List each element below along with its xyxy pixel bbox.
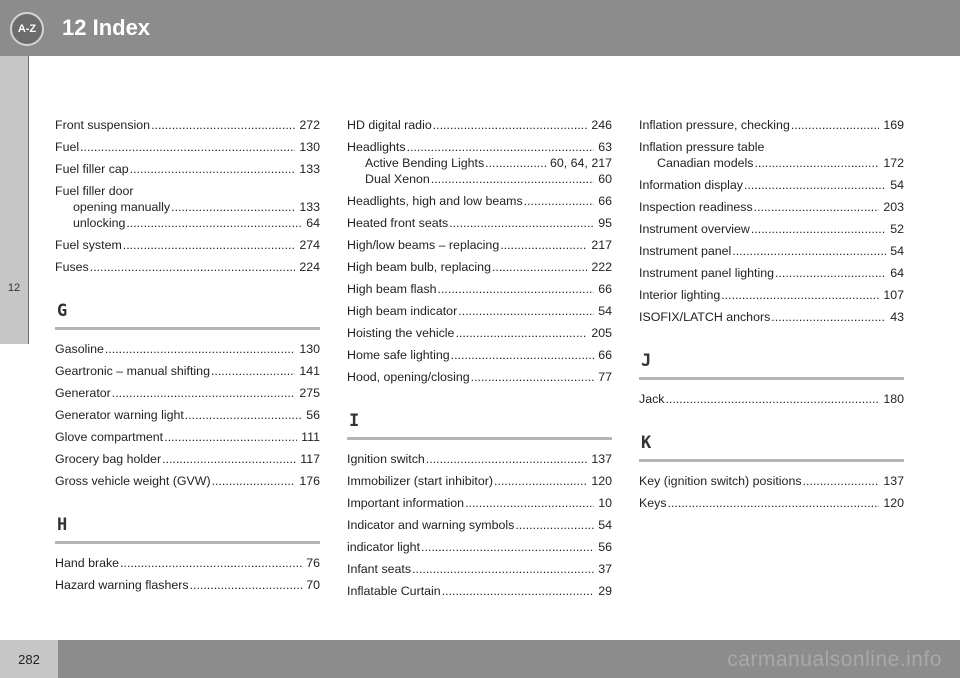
letter-section-heading	[639, 351, 904, 380]
section-rule	[55, 541, 320, 544]
index-entry[interactable]	[347, 562, 612, 577]
index-entry[interactable]	[639, 244, 904, 259]
index-entry[interactable]	[639, 156, 904, 171]
index-entry-page: 63	[598, 140, 612, 154]
index-entry-label: Heated front seats	[347, 216, 449, 230]
index-entry-page: 54	[598, 304, 612, 318]
index-entry-page: 66	[598, 282, 612, 296]
dot-leader	[211, 364, 295, 379]
index-entry-heading: Inflation pressure table	[639, 140, 765, 154]
dot-leader	[771, 310, 886, 325]
dot-leader	[751, 222, 886, 237]
index-entry-label: Gasoline	[55, 342, 104, 356]
index-entry[interactable]	[639, 266, 904, 281]
index-entry-page: 64	[890, 266, 904, 280]
section-rule	[347, 437, 612, 440]
section-letter: H	[57, 515, 68, 535]
letter-section-heading	[55, 515, 320, 544]
index-entry-label: Instrument overview	[639, 222, 750, 236]
letter-section-heading	[347, 411, 612, 440]
index-entry-label: unlocking	[73, 216, 126, 230]
index-entry[interactable]	[55, 216, 320, 231]
index-entry[interactable]	[55, 364, 320, 379]
index-entry-label: ISOFIX/LATCH anchors	[639, 310, 771, 324]
index-entry-label: Jack	[639, 392, 665, 406]
chapter-tab-label: 12	[7, 282, 21, 294]
index-entry-page: 54	[598, 518, 612, 532]
index-column-1	[55, 118, 320, 600]
index-entry-label: Key (ignition switch) positions	[639, 474, 802, 488]
dot-leader	[162, 452, 296, 467]
index-entry[interactable]	[347, 118, 612, 133]
index-entry-label: Dual Xenon	[365, 172, 430, 186]
index-entry-page: 64	[306, 216, 320, 230]
index-entry[interactable]	[347, 540, 612, 555]
index-entry-page: 66	[598, 194, 612, 208]
dot-leader	[164, 430, 297, 445]
dot-leader	[732, 244, 886, 259]
index-entry[interactable]	[639, 200, 904, 215]
index-entry[interactable]	[347, 348, 612, 363]
index-entry[interactable]	[55, 162, 320, 177]
index-entry[interactable]	[55, 238, 320, 253]
page-title: 12 Index	[62, 15, 151, 40]
index-entry-label: Glove compartment	[55, 430, 164, 444]
index-entry-page: 205	[591, 326, 612, 340]
index-entry-page: 137	[591, 452, 612, 466]
index-column-3	[639, 118, 904, 518]
index-entry-label: Instrument panel	[639, 244, 732, 258]
dot-leader	[492, 260, 587, 275]
index-entry-page: 274	[299, 238, 320, 252]
index-entry[interactable]	[347, 474, 612, 489]
index-entry-label: Inflatable Curtain	[347, 584, 441, 598]
index-entry-label: Inflation pressure, checking	[639, 118, 790, 132]
dot-leader	[171, 200, 295, 215]
dot-leader	[515, 518, 594, 533]
index-entry-page: 56	[306, 408, 320, 422]
index-entry-label: Keys	[639, 496, 667, 510]
page-number: 282	[0, 640, 58, 678]
section-letter: G	[57, 301, 68, 321]
section-letter: K	[641, 433, 652, 453]
index-entry[interactable]	[55, 408, 320, 423]
dot-leader	[90, 260, 296, 275]
index-entry[interactable]	[347, 194, 612, 209]
dot-leader	[433, 118, 588, 133]
dot-leader	[185, 408, 302, 423]
index-entry[interactable]	[55, 260, 320, 275]
index-entry[interactable]	[347, 172, 612, 187]
index-entry-heading: Fuel filler door	[55, 184, 134, 198]
index-entry-page: 130	[299, 342, 320, 356]
index-entry-page: 217	[591, 238, 612, 252]
dot-leader	[485, 156, 546, 171]
dot-leader	[668, 496, 880, 511]
index-entry-label: Fuses	[55, 260, 89, 274]
section-rule	[639, 459, 904, 462]
dot-leader	[123, 238, 296, 253]
dot-leader	[190, 578, 303, 593]
dot-leader	[120, 556, 302, 571]
index-entry-label: Geartronic – manual shifting	[55, 364, 210, 378]
dot-leader	[465, 496, 594, 511]
index-entry-label: Fuel system	[55, 238, 122, 252]
index-entry[interactable]	[55, 342, 320, 357]
index-entry-label: Important information	[347, 496, 465, 510]
index-entry-page: 95	[598, 216, 612, 230]
index-entry-page: 169	[883, 118, 904, 132]
page-footer	[0, 640, 960, 678]
index-entry-page: 56	[598, 540, 612, 554]
dot-leader	[112, 386, 296, 401]
index-entry-page: 203	[883, 200, 904, 214]
index-entry[interactable]	[55, 200, 320, 215]
index-entry-page: 172	[883, 156, 904, 170]
index-entry-label: Headlights, high and low beams	[347, 194, 523, 208]
index-entry-page: 111	[301, 430, 320, 444]
index-entry[interactable]	[639, 288, 904, 303]
index-entry-label: Hand brake	[55, 556, 120, 570]
dot-leader	[455, 326, 587, 341]
index-entry[interactable]	[639, 392, 904, 407]
index-entry-page: 222	[591, 260, 612, 274]
letter-section-heading	[55, 301, 320, 330]
index-entry-page: 275	[299, 386, 320, 400]
index-entry[interactable]	[639, 222, 904, 237]
index-entry-label: Inspection readiness	[639, 200, 753, 214]
dot-leader	[130, 162, 296, 177]
index-entry-label: Fuel	[55, 140, 80, 154]
index-entry[interactable]	[347, 156, 612, 171]
index-entry[interactable]	[347, 584, 612, 599]
index-entry[interactable]	[55, 452, 320, 467]
index-entry[interactable]	[347, 326, 612, 341]
index-entry[interactable]	[347, 496, 612, 511]
index-entry-page: 10	[598, 496, 612, 510]
index-entry-label: Generator warning light	[55, 408, 184, 422]
index-entry[interactable]	[347, 370, 612, 385]
dot-leader	[449, 216, 594, 231]
index-entry-page: 130	[299, 140, 320, 154]
dot-leader	[754, 200, 880, 215]
dot-leader	[80, 140, 295, 155]
dot-leader	[438, 282, 595, 297]
index-entry[interactable]	[347, 260, 612, 275]
index-entry-label: opening manually	[73, 200, 171, 214]
index-entry-label: Front suspension	[55, 118, 151, 132]
dot-leader	[471, 370, 595, 385]
dot-leader	[524, 194, 595, 209]
index-entry[interactable]	[639, 118, 904, 133]
section-rule	[639, 377, 904, 380]
dot-leader	[665, 392, 879, 407]
index-entry-label: Interior lighting	[639, 288, 721, 302]
page-header	[0, 0, 960, 56]
index-entry[interactable]	[639, 178, 904, 193]
index-entry-label: Gross vehicle weight (GVW)	[55, 474, 211, 488]
index-entry[interactable]	[55, 578, 320, 593]
index-entry-label: Instrument panel lighting	[639, 266, 775, 280]
index-entry-page: 137	[883, 474, 904, 488]
index-entry[interactable]	[347, 452, 612, 467]
index-entry-label: Fuel filler cap	[55, 162, 129, 176]
watermark: carmanualsonline.info	[727, 648, 942, 671]
index-entry[interactable]	[347, 518, 612, 533]
dot-leader	[126, 216, 302, 231]
dot-leader	[803, 474, 880, 489]
index-entry-page: 66	[598, 348, 612, 362]
section-rule	[55, 327, 320, 330]
index-entry[interactable]	[347, 238, 612, 253]
index-entry-label: Home safe lighting	[347, 348, 450, 362]
index-entry-page: 120	[591, 474, 612, 488]
dot-leader	[791, 118, 879, 133]
section-letter: I	[349, 411, 360, 431]
index-entry[interactable]	[55, 118, 320, 133]
index-entry-label: Canadian models	[657, 156, 754, 170]
index-entry-page: 54	[890, 244, 904, 258]
a-z-badge-icon	[10, 12, 44, 46]
index-entry[interactable]	[55, 386, 320, 401]
index-entry-page: 117	[300, 452, 320, 466]
chapter-tab	[0, 56, 29, 344]
index-entry-page: 77	[598, 370, 612, 384]
dot-leader	[442, 584, 595, 599]
index-entry-page: 180	[883, 392, 904, 406]
index-entry-label: Hood, opening/closing	[347, 370, 470, 384]
index-entry[interactable]	[347, 304, 612, 319]
index-entry[interactable]	[55, 474, 320, 489]
dot-leader	[151, 118, 295, 133]
section-letter: J	[641, 351, 652, 371]
dot-leader	[775, 266, 886, 281]
index-entry[interactable]	[55, 430, 320, 445]
index-entry-page: 60, 64, 217	[549, 156, 612, 170]
index-entry-label: Ignition switch	[347, 452, 425, 466]
dot-leader	[721, 288, 879, 303]
index-entry-page: 76	[306, 556, 320, 570]
index-entry-label: High beam indicator	[347, 304, 458, 318]
dot-leader	[426, 452, 587, 467]
index-entry-label: Hoisting the vehicle	[347, 326, 455, 340]
index-entry-label: High beam flash	[347, 282, 437, 296]
dot-leader	[431, 172, 594, 187]
index-entry-label: Generator	[55, 386, 111, 400]
index-entry-page: 246	[591, 118, 612, 132]
index-entry-page: 107	[883, 288, 904, 302]
index-entry[interactable]	[347, 216, 612, 231]
dot-leader	[407, 140, 595, 155]
index-entry-label: Infant seats	[347, 562, 412, 576]
index-entry-page: 176	[299, 474, 320, 488]
index-entry-label: Headlights	[347, 140, 406, 154]
index-entry-label: Grocery bag holder	[55, 452, 162, 466]
index-entry-label: Indicator and warning symbols	[347, 518, 515, 532]
dot-leader	[105, 342, 295, 357]
dot-leader	[451, 348, 595, 363]
index-entry-page: 141	[299, 364, 320, 378]
index-entry-label: Immobilizer (start inhibitor)	[347, 474, 493, 488]
index-entry[interactable]	[639, 496, 904, 511]
index-entry-page: 133	[299, 162, 320, 176]
index-entry-label: Hazard warning flashers	[55, 578, 189, 592]
index-entry-page: 272	[299, 118, 320, 132]
index-entry-page: 52	[890, 222, 904, 236]
index-entry-label: HD digital radio	[347, 118, 432, 132]
index-entry[interactable]	[55, 556, 320, 571]
index-entry[interactable]	[639, 310, 904, 325]
index-entry[interactable]	[347, 282, 612, 297]
index-entry-page: 43	[890, 310, 904, 324]
index-entry-page: 224	[299, 260, 320, 274]
dot-leader	[744, 178, 886, 193]
index-entry-page: 60	[598, 172, 612, 186]
index-entry-page: 37	[598, 562, 612, 576]
dot-leader	[412, 562, 594, 577]
dot-leader	[421, 540, 594, 555]
dot-leader	[494, 474, 587, 489]
index-entry[interactable]	[347, 140, 612, 155]
index-entry-label: Information display	[639, 178, 743, 192]
dot-leader	[754, 156, 879, 171]
index-entry-page: 133	[299, 200, 320, 214]
letter-section-heading	[639, 433, 904, 462]
index-entry[interactable]	[55, 140, 320, 155]
dot-leader	[458, 304, 594, 319]
index-entry-label: High beam bulb, replacing	[347, 260, 491, 274]
index-entry-label: indicator light	[347, 540, 421, 554]
index-entry[interactable]	[639, 474, 904, 489]
index-entry-page: 29	[598, 584, 612, 598]
index-column-2	[347, 118, 612, 606]
index-entry-page: 120	[883, 496, 904, 510]
badge-text: A-Z	[17, 23, 37, 35]
index-entry-page: 54	[890, 178, 904, 192]
dot-leader	[500, 238, 587, 253]
index-entry-page: 70	[306, 578, 320, 592]
index-entry-label: High/low beams – replacing	[347, 238, 500, 252]
dot-leader	[212, 474, 296, 489]
index-entry-label: Active Bending Lights	[365, 156, 485, 170]
